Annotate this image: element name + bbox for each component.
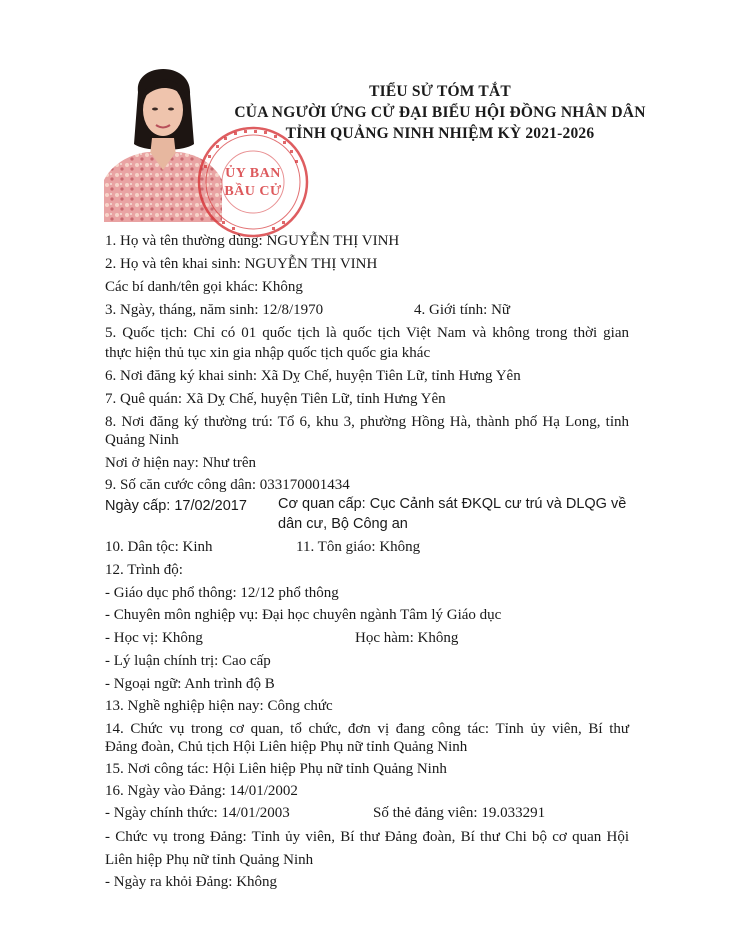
field-political-theory: - Lý luận chính trị: Cao cấp [105, 653, 271, 669]
field-id-issue-date: Ngày cấp: 17/02/2017 [105, 498, 247, 514]
field-foreign-language: - Ngoại ngữ: Anh trình độ B [105, 676, 275, 692]
field-workplace: 15. Nơi công tác: Hội Liên hiệp Phụ nữ tỉnh Quảng Ninh [105, 761, 447, 777]
field-permanent-residence-line-1: 8. Nơi đăng ký thường trú: Tổ 6, khu 3, phường Hồng Hà, thành phố Hạ Long, tỉnh [105, 414, 629, 430]
field-id-issuer-line-1: Cơ quan cấp: Cục Cảnh sát ĐKQL cư trú và DLQG về [278, 496, 627, 512]
field-party-leave-date: - Ngày ra khỏi Đảng: Không [105, 874, 278, 890]
field-academic-title: Học hàm: Không [355, 630, 459, 646]
field-nationality-line-2: thực hiện thủ tục xin gia nhập quốc tịch quốc gia khác [105, 345, 431, 361]
field-position-line-2: Đảng đoàn, Chủ tịch Hội Liên hiệp Phụ nữ tỉnh Quảng Ninh [105, 739, 468, 755]
field-gender: 4. Giới tính: Nữ [414, 302, 511, 318]
stamp-text-line-1: ỦY BAN [225, 166, 281, 181]
field-party-join-date: 16. Ngày vào Đảng: 14/01/2002 [105, 783, 298, 799]
document-subtitle-1: CỦA NGƯỜI ỨNG CỬ ĐẠI BIỂU HỘI ĐỒNG NHÂN DÂN [234, 104, 646, 121]
field-citizen-id: 9. Số căn cước công dân: 033170001434 [105, 477, 350, 493]
field-ethnicity: 10. Dân tộc: Kinh [105, 539, 213, 555]
document-subtitle-2: TỈNH QUẢNG NINH NHIỆM KỲ 2021-2026 [285, 125, 595, 142]
field-party-position-line-1: - Chức vụ trong Đảng: Tỉnh ủy viên, Bí thư Đảng đoàn, Bí thư Chi bộ cơ quan Hội [105, 829, 629, 845]
field-specialization: - Chuyên môn nghiệp vụ: Đại học chuyên ngành Tâm lý Giáo dục [105, 607, 502, 623]
field-party-official-date: - Ngày chính thức: 14/01/2003 [105, 805, 290, 821]
field-academic-degree: - Học vị: Không [105, 630, 203, 646]
field-common-name: 1. Họ và tên thường dùng: NGUYỄN THỊ VINH [105, 233, 400, 249]
stamp-text-line-2: BẦU CỬ [224, 184, 282, 199]
field-current-residence: Nơi ở hiện nay: Như trên [105, 455, 257, 471]
field-religion: 11. Tôn giáo: Không [296, 539, 421, 555]
field-permanent-residence-line-2: Quảng Ninh [105, 432, 179, 448]
field-nationality-line-1: 5. Quốc tịch: Chỉ có 01 quốc tịch là quốc tịch Việt Nam và không trong thời gian [105, 325, 629, 341]
field-id-issuer-line-2: dân cư, Bộ Công an [278, 516, 408, 532]
field-date-of-birth: 3. Ngày, tháng, năm sinh: 12/8/1970 [105, 302, 324, 318]
field-education-heading: 12. Trình độ: [105, 562, 183, 578]
field-occupation: 13. Nghề nghiệp hiện nay: Công chức [105, 698, 333, 714]
field-birth-registration: 6. Nơi đăng ký khai sinh: Xã Dỵ Chế, huyện Tiên Lữ, tỉnh Hưng Yên [105, 368, 521, 384]
field-aliases: Các bí danh/tên gọi khác: Không [105, 279, 303, 295]
field-party-card-number: Số thẻ đảng viên: 19.033291 [373, 805, 546, 821]
field-position-line-1: 14. Chức vụ trong cơ quan, tổ chức, đơn vị đang công tác: Tỉnh ủy viên, Bí thư [105, 721, 629, 737]
field-birth-name: 2. Họ và tên khai sinh: NGUYỄN THỊ VINH [105, 256, 378, 272]
field-hometown: 7. Quê quán: Xã Dỵ Chế, huyện Tiên Lữ, tỉnh Hưng Yên [105, 391, 446, 407]
field-general-education: - Giáo dục phổ thông: 12/12 phổ thông [105, 585, 339, 601]
field-party-position-line-2: Liên hiệp Phụ nữ tỉnh Quảng Ninh [105, 852, 314, 868]
document-title: TIỂU SỬ TÓM TẮT [369, 83, 511, 100]
